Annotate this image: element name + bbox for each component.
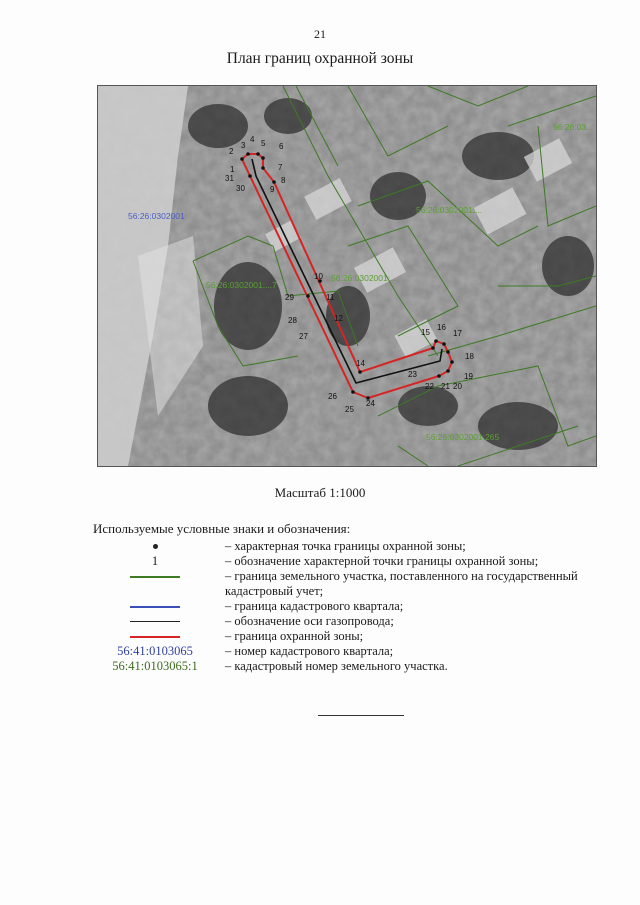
- legend-symbol-green-line: [93, 569, 217, 584]
- legend-row-parcel-boundary: [93, 569, 613, 599]
- legend-symbol-number: 1: [151, 554, 159, 568]
- point-label-21: 21: [441, 382, 450, 391]
- point-label-4: 4: [250, 135, 255, 144]
- point-label-18: 18: [465, 352, 474, 361]
- legend-text: – граница кадастрового квартала;: [225, 599, 404, 613]
- map-scale: Масштаб 1:1000: [274, 485, 366, 500]
- legend-symbol-blue-line: [93, 599, 217, 614]
- point-label-2: 2: [229, 147, 234, 156]
- legend-row-point: [93, 539, 613, 554]
- legend-row-parcel-number: [93, 659, 613, 674]
- point-label-26: 26: [328, 392, 337, 401]
- parcel-label-bottom: 56:26:0302001:265: [426, 432, 500, 442]
- legend-symbol-dot: [93, 539, 217, 554]
- legend-text: – номер кадастрового квартала;: [225, 644, 394, 658]
- point-label-11: 11: [326, 293, 335, 302]
- legend-text: – обозначение характерной точки границы охранной зоны;: [225, 554, 539, 568]
- legend: [93, 539, 613, 674]
- point-label-30: 30: [236, 184, 245, 193]
- point-label-17: 17: [453, 329, 462, 338]
- point-label-12: 12: [334, 314, 343, 323]
- legend-row-quarter-boundary: [93, 599, 613, 614]
- legend-text: – обозначение оси газопровода;: [225, 614, 394, 628]
- black-line-icon: [130, 621, 180, 622]
- green-line-icon: [130, 576, 180, 578]
- point-label-29: 29: [285, 293, 294, 302]
- point-label-31: 31: [225, 174, 234, 183]
- parcel-label-top-right: 56:26:03...: [553, 122, 594, 132]
- point-label-15: 15: [421, 328, 430, 337]
- legend-text: – кадастровый номер земельного участка.: [225, 659, 448, 673]
- point-label-7: 7: [278, 163, 283, 172]
- point-label-23: 23: [408, 370, 417, 379]
- legend-row-quarter-number: [93, 644, 613, 659]
- legend-row-point-number: [93, 554, 613, 569]
- legend-text: – характерная точка границы охранной зоны;: [225, 539, 466, 553]
- legend-symbol-quarter-number: 56:41:0103065: [117, 644, 193, 658]
- page-number: 21: [314, 27, 326, 41]
- point-label-14: 14: [356, 359, 365, 368]
- point-label-6: 6: [279, 142, 284, 151]
- point-label-24: 24: [366, 399, 375, 408]
- point-label-20: 20: [453, 382, 462, 391]
- point-label-3: 3: [241, 141, 246, 150]
- point-label-27: 27: [299, 332, 308, 341]
- point-label-5: 5: [261, 139, 266, 148]
- red-line-icon: [130, 636, 180, 638]
- point-label-19: 19: [464, 372, 473, 381]
- blue-line-icon: [130, 606, 180, 608]
- parcel-label-mid: 56:26:0302001:...: [331, 273, 398, 283]
- page-title: План границ охранной зоны: [226, 50, 414, 67]
- point-label-10: 10: [314, 272, 323, 281]
- protection-zone-map: [97, 85, 597, 467]
- map-svg: [98, 86, 596, 466]
- legend-row-zone-boundary: [93, 629, 613, 644]
- quarter-label: 56:26:0302001: [128, 211, 185, 221]
- point-label-28: 28: [288, 316, 297, 325]
- point-label-9: 9: [270, 185, 275, 194]
- legend-text: – граница охранной зоны;: [225, 629, 364, 643]
- point-label-16: 16: [437, 323, 446, 332]
- legend-text: – граница земельного участка, поставленного на государственный кадастровый учет;: [225, 569, 578, 598]
- legend-row-pipeline-axis: [93, 614, 613, 629]
- closing-divider: [318, 715, 404, 716]
- legend-symbol-red-line: [93, 629, 217, 644]
- point-label-1: 1: [230, 165, 235, 174]
- legend-symbol-parcel-number: 56:41:0103065:1: [112, 659, 198, 673]
- parcel-label-upper-mid: 56:26:0302001:...: [416, 205, 483, 215]
- point-dot-icon: [153, 544, 158, 549]
- point-label-25: 25: [345, 405, 354, 414]
- legend-heading: Используемые условные знаки и обозначения:: [93, 521, 351, 536]
- point-label-22: 22: [425, 382, 434, 391]
- legend-symbol-black-line: [93, 614, 217, 629]
- parcel-label-left: 56:26:0302001:...7: [206, 280, 277, 290]
- point-label-8: 8: [281, 176, 286, 185]
